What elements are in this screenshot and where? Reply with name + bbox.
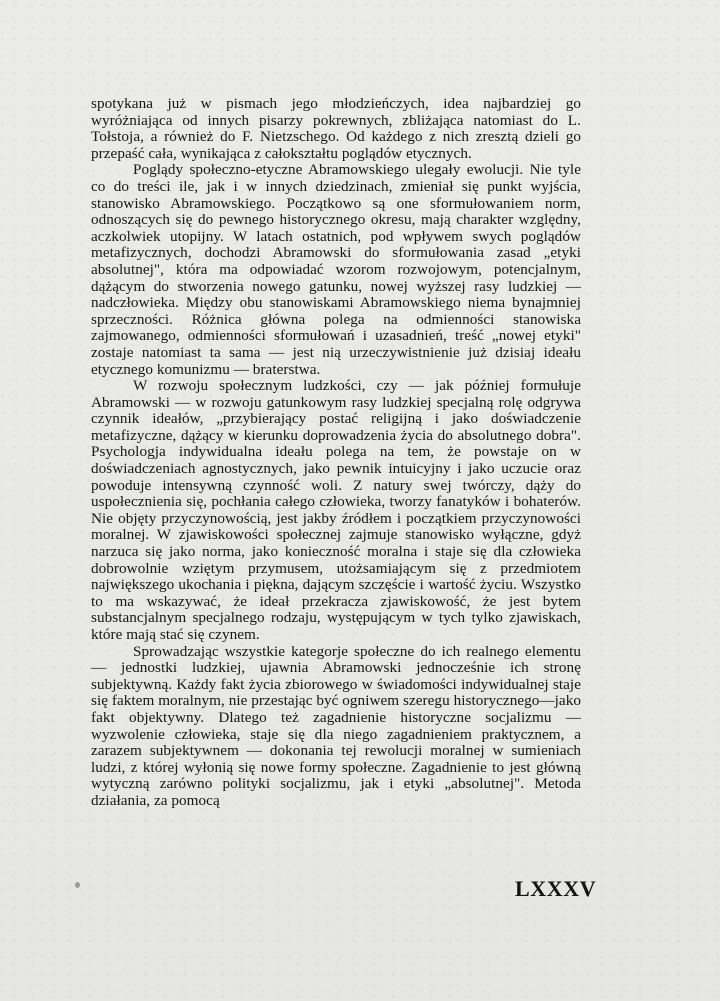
ink-speck: [75, 882, 80, 888]
paragraph-1: spotykana już w pismach jego młodzieńczych, idea najbardziej go wyróżniająca od innych pisarzy pokrewnych, zbliżająca natomiast do L. Tołstoja, a również do F. Nietzschego. Od każdego z nich zresztą dzieli go przepaść cała, wynikająca z całokształtu poglądów etycznych.: [91, 95, 581, 162]
page-number: LXXXV: [515, 876, 597, 901]
paragraph-4: Sprowadzając wszystkie kategorje społeczne do ich realnego elementu — jednostki ludzkiej, ujawnia Abramowski jednocześnie ich stronę subjektywną. Każdy fakt życia zbiorowego w świadomości indywidualnej staje się faktem moralnym, nie przestając być ogniwem szeregu historycznego—jako fakt objektywny. Dlatego też zagadnienie historyczne socjalizmu — wyzwolenie człowieka, staje się dla niego zagadnieniem praktycznem, a zarazem subjektywnem — dokonania tej rewolucji moralnej w sumieniach ludzi, z której wyłonią się nowe formy społeczne. Zagadnienie to jest główną wytyczną zarówno polityki socjalizmu, jak i etyki „absolutnej". Metoda działania, za pomocą: [91, 642, 581, 809]
body-text: [91, 96, 581, 810]
paragraph-2: Poglądy społeczno-etyczne Abramowskiego ulegały ewolucji. Nie tyle co do treści ile, jak i w innych dziedzinach, zmieniał się punkt wyjścia, stanowisko Abramowskiego. Początkowo są one sformułowaniem norm, odnoszących się do pewnego historycznego okresu, mają charakter względny, aczkolwiek utopijny. W latach ostatnich, pod wpływem swych poglądów metafizycznych, dochodzi Abramowski do sformułowania zasad „etyki absolutnej", która ma odpowiadać wzorom rozwojowym, potencjalnym, dążącym do stworzenia nowego gatunku, nowej wyższej rasy ludzkiej — nadczłowieka. Między obu stanowiskami Abramowskiego niema bynajmniej sprzeczności. Różnica główna polega na odmienności stanowiska zajmowanego, odmienności sformułowań i uzasadnień, treść „nowej etyki" zostaje natomiast ta sama — jest nią urzeczywistnienie już dzisiaj ideału etycznego komunizmu — braterstwa.: [91, 161, 581, 378]
paragraph-3: W rozwoju społecznym ludzkości, czy — jak później formułuje Abramowski — w rozwoju gatunkowym rasy ludzkiej specjalną rolę odgrywa czynnik ideałów, „przybierający postać religijną i jako doświadczenie metafizyczne, dążący w kierunku doprowadzenia życia do absolutnego dobra". Psychologja indywidualna ideału polega na tem, że powstaje on w doświadczeniach agnostycznych, jako pewnik intuicyjny i jako uczucie oraz powoduje intensywną czynność woli. Z natury swej twórczy, dąży do uspołecznienia się, pochłania całego człowieka, tworzy fanatyków i bohaterów. Nie objęty przyczynowością, jest jakby źródłem i początkiem przyczynowości moralnej. W zjawiskowości społecznej zajmuje stanowisko wyłączne, gdyż narzuca się jako norma, jako konieczność moralna i staje się dla człowieka dobrowolnie wziętym przymusem, utożsamiającym się z przedmiotem największego ukochania i piękna, dającym szczęście i wartość życiu. Wszystko to ma wskazywać, że ideał przekracza zjawiskowość, że jest bytem substancjalnym specjalnego rodzaju, występującym w tych tylko zjawiskach, które mają stać się czynem.: [91, 377, 581, 643]
